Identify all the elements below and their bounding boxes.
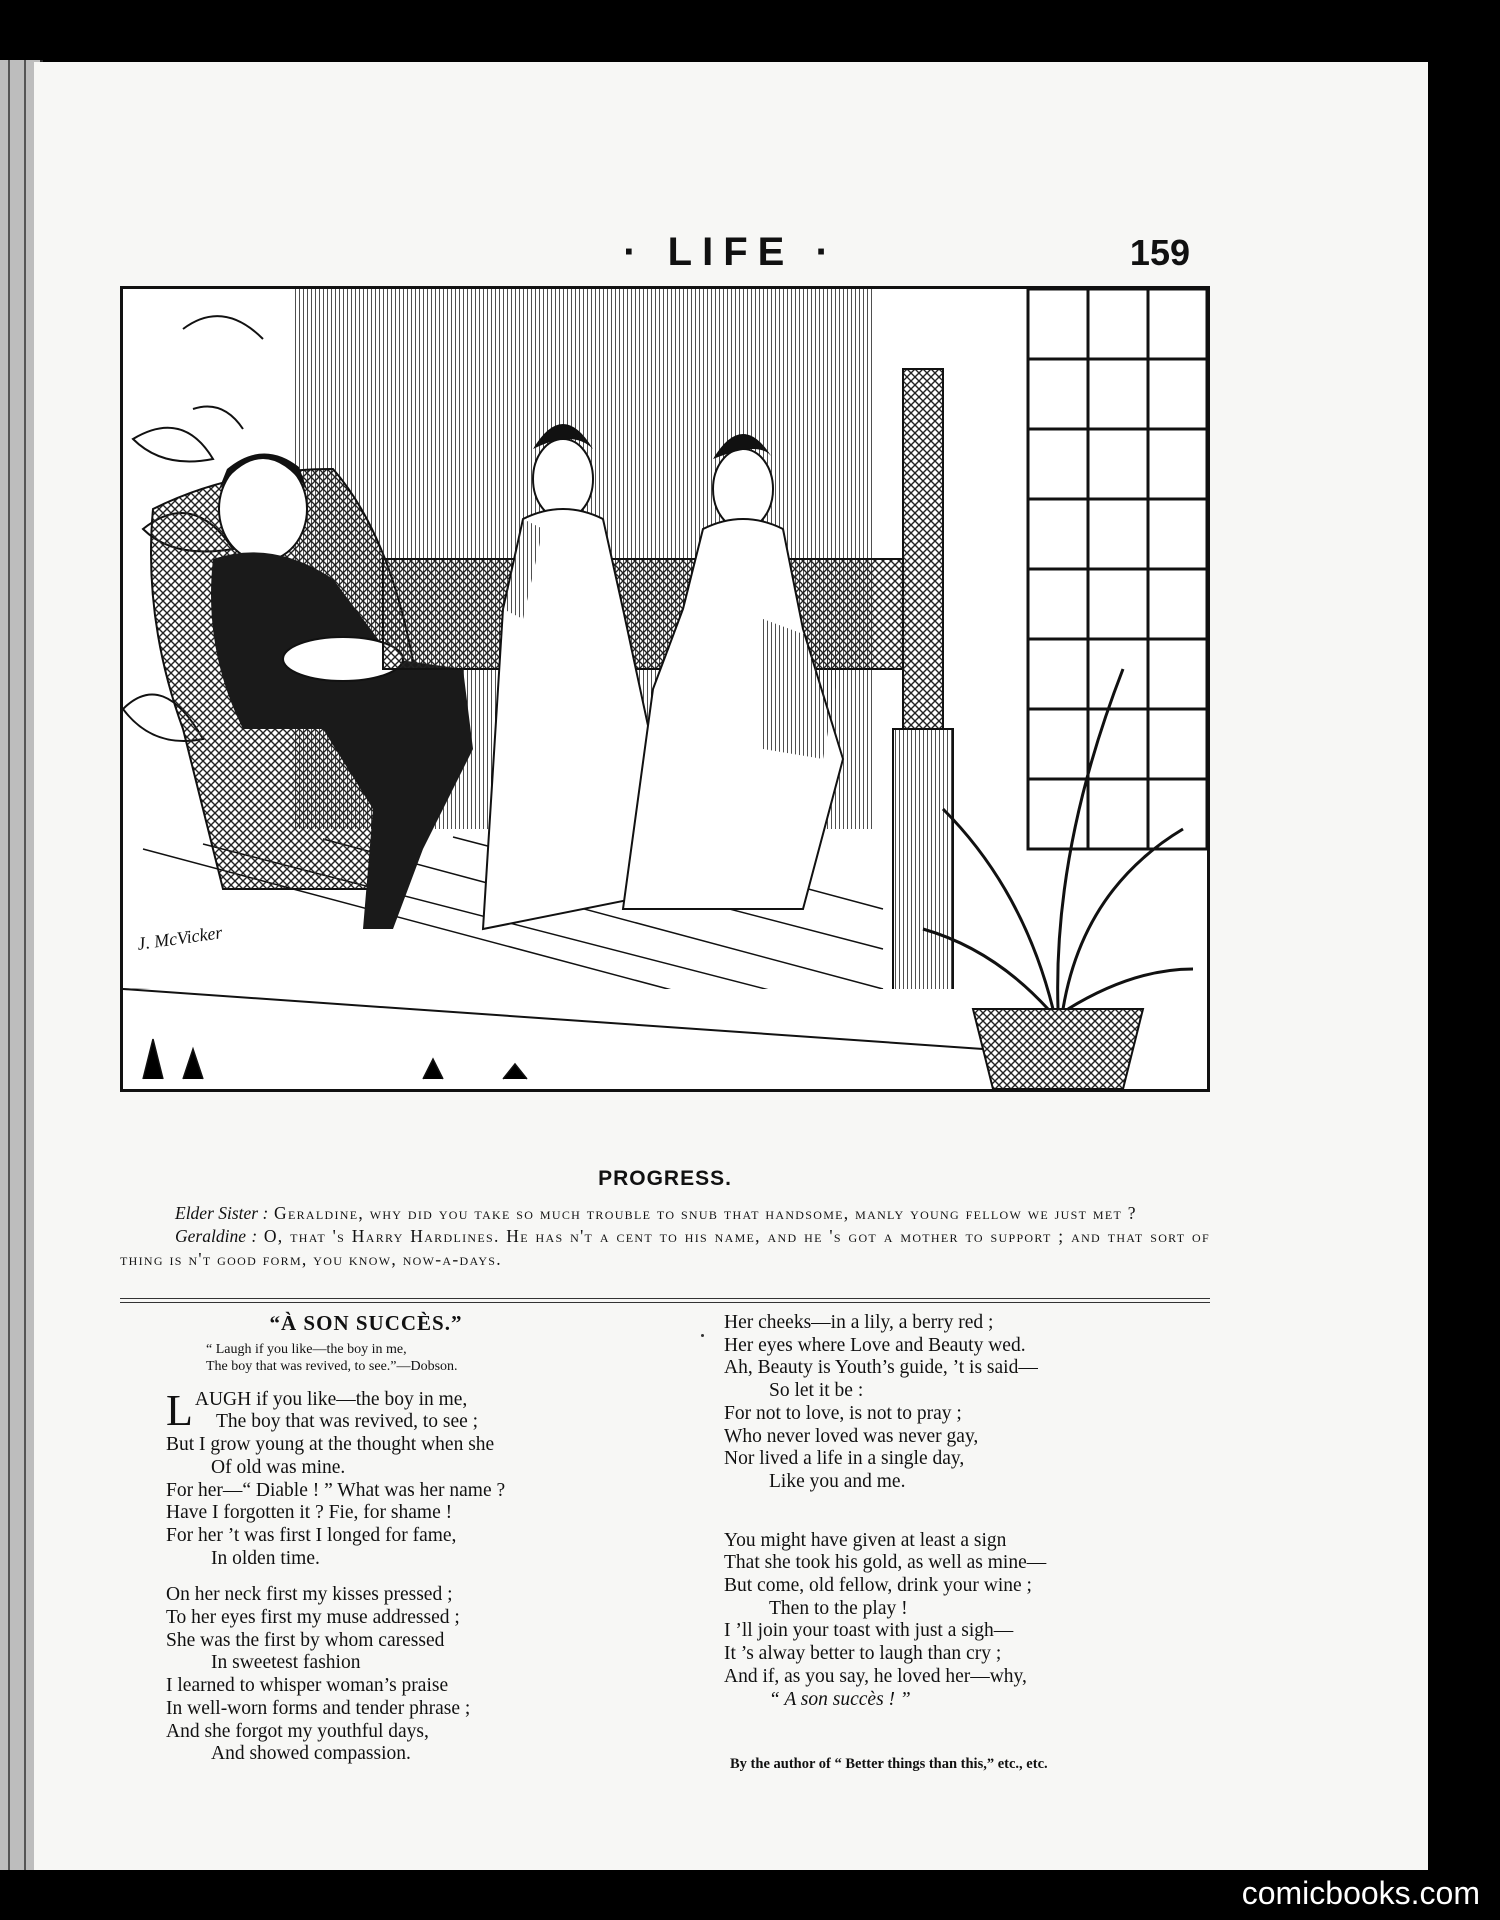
epigraph: [206, 1341, 666, 1375]
divider-rule: [120, 1302, 1210, 1303]
poem-line: Have I forgotten it ? Fie, for shame !: [166, 1502, 453, 1524]
binding-line: [8, 60, 10, 1870]
stanza-4: [724, 1530, 1224, 1712]
poem-line: But I grow young at the thought when she: [166, 1434, 495, 1456]
poem-line: “ A son succès ! ”: [769, 1688, 911, 1710]
poem-line: Like you and me.: [769, 1470, 906, 1492]
poem-line: She was the first by whom caressed: [166, 1629, 445, 1651]
dialogue-text: O, that 's Harry Hardlines. He has n't a cent to his name, and he 's got a mother to support ; and that sort of thing is n't good form, you know, now-a-days.: [120, 1226, 1210, 1269]
poem-line: Her cheeks—in a lily, a berry red ;: [724, 1312, 994, 1333]
poem-line: You might have given at least a sign: [724, 1529, 1007, 1551]
poem-line: And she forgot my youthful days,: [166, 1720, 429, 1742]
poem-line: For not to love, is not to pray ;: [724, 1402, 962, 1424]
drop-cap: L: [166, 1385, 193, 1435]
poem-line: The boy that was revived, to see ;: [216, 1411, 479, 1433]
stanza-1: [166, 1385, 666, 1571]
porch-scene-drawing: [123, 289, 1207, 1089]
binding-line: [24, 60, 26, 1870]
poem-line: Of old was mine.: [211, 1456, 346, 1478]
caption-dialogue: [120, 1202, 1210, 1271]
poem-line: AUGH if you like—the boy in me,: [194, 1388, 468, 1410]
poem-line: And if, as you say, he loved her—why,: [724, 1665, 1027, 1687]
masthead: · LIFE ·: [623, 230, 839, 274]
poem-line: In olden time.: [211, 1547, 320, 1569]
epigraph-line: The boy that was revived, to see.”—Dobson.: [206, 1358, 458, 1374]
poem-line: Her eyes where Love and Beauty wed.: [724, 1334, 1026, 1356]
poem-line: That she took his gold, as well as mine—: [724, 1552, 1047, 1574]
poem-line: In sweetest fashion: [211, 1652, 361, 1674]
poem-line: For her ’t was first I longed for fame,: [166, 1524, 457, 1546]
poem-line: I learned to whisper woman’s praise: [166, 1675, 449, 1697]
porch-illustration: [120, 286, 1210, 1092]
epigraph-line: “ Laugh if you like—the boy in me,: [206, 1341, 407, 1357]
stanza-2: [166, 1584, 666, 1766]
dialogue-line-1: [120, 1202, 1210, 1225]
poem-line: On her neck first my kisses pressed ;: [166, 1584, 453, 1606]
divider-rule: [120, 1298, 1210, 1299]
poem-line: Ah, Beauty is Youth’s guide, ’t is said—: [724, 1357, 1038, 1379]
twisted-column: [903, 369, 943, 729]
byline: By the author of “ Better things than this,” etc., etc.: [730, 1756, 1048, 1773]
poem-line: Nor lived a life in a single day,: [724, 1448, 965, 1470]
speaker-geraldine: Geraldine :: [175, 1226, 258, 1246]
poem-line: In well-worn forms and tender phrase ;: [166, 1697, 471, 1719]
caption-title: PROGRESS.: [598, 1167, 732, 1190]
poem-column-right: [724, 1312, 1224, 1776]
poem-line: It ’s alway better to laugh than cry ;: [724, 1643, 1002, 1665]
poem-line: Then to the play !: [769, 1597, 908, 1619]
column-base: [893, 729, 953, 1009]
magazine-page: [34, 62, 1428, 1870]
poem-line: Who never loved was never gay,: [724, 1425, 979, 1447]
site-watermark: comicbooks.com: [1241, 1875, 1480, 1911]
speaker-elder-sister: Elder Sister :: [175, 1203, 269, 1223]
poem-column-left: [166, 1312, 666, 1766]
column-dot: [701, 1334, 704, 1337]
poem-line: I ’ll join your toast with just a sigh—: [724, 1620, 1014, 1642]
poem-line: But come, old fellow, drink your wine ;: [724, 1575, 1032, 1597]
poem-title: “À SON SUCCÈS.”: [269, 1311, 463, 1335]
dialogue-line-2: [120, 1225, 1210, 1271]
poem-line: So let it be :: [769, 1380, 864, 1402]
dialogue-text: Geraldine, why did you take so much trouble to snub that handsome, manly young fellow we just met ?: [274, 1203, 1137, 1223]
poem-line: For her—“ Diable ! ” What was her name ?: [166, 1479, 506, 1501]
artist-signature: J. McVicker: [135, 922, 224, 954]
poem-line: To her eyes first my muse addressed ;: [166, 1607, 460, 1629]
poem-line: And showed compassion.: [211, 1743, 411, 1765]
page-number: 159: [1129, 232, 1190, 273]
stanza-3: [724, 1312, 1224, 1494]
